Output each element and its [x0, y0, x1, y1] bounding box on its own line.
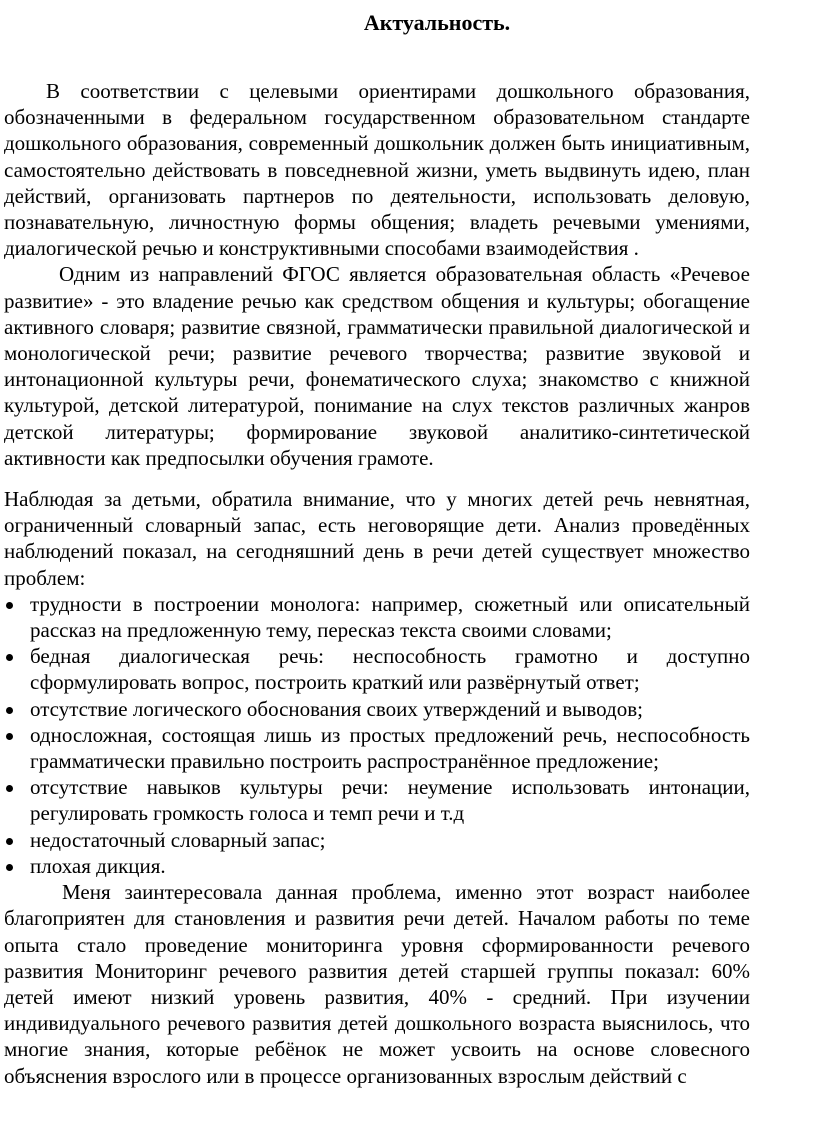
list-item: односложная, состоящая лишь из простых предложений речь, неспособность грамматически правильно построить распространённое предложение; [4, 722, 750, 774]
document-page [4, 0, 750, 1089]
bullet-icon [6, 838, 13, 845]
bullet-icon [6, 864, 13, 871]
bullet-icon [6, 785, 13, 792]
bullet-icon [6, 602, 13, 609]
list-item: отсутствие логического обоснования своих утверждений и выводов; [4, 696, 750, 722]
paragraph-3: Наблюдая за детьми, обратила внимание, что у многих детей речь невнятная, ограниченный словарный запас, есть неговорящие дети. Анализ проведённых наблюдений показал, на сегодняшний день в речи детей существует множество проблем: [4, 487, 750, 590]
bullet-icon [6, 707, 13, 714]
paragraph-2: Одним из направлений ФГОС является образовательная область «Речевое развитие» - это владение речью как средством общения и культуры; обогащение активного словаря; развитие связной, грамматически правильной диалогической и монологической речи; развитие речевого творчества; развитие звуковой и интонационной культуры речи, фонематического слуха; знакомство с книжной культурой, детской литературой, понимание на слух текстов различных жанров детской литературы; формирование звуковой аналитико-синтетической активности как предпосылки обучения грамоте. [4, 262, 750, 470]
bullet-icon [6, 733, 13, 740]
bullet-icon [6, 654, 13, 661]
document-title: Актуальность. [363, 10, 511, 35]
list-item: отсутствие навыков культуры речи: неумение использовать интонации, регулировать громкость голоса и темп речи и т.д [4, 774, 750, 826]
list-item: бедная диалогическая речь: неспособность грамотно и доступно сформулировать вопрос, построить краткий или развёрнутый ответ; [4, 643, 750, 695]
list-item: плохая дикция. [4, 853, 750, 879]
paragraph-1: В соответствии с целевыми ориентирами дошкольного образования, обозначенными в федеральном государственном образовательном стандарте дошкольного образования, современный дошкольник должен быть инициативным, самостоятельно действовать в повседневной жизни, уметь выдвинуть идею, план действий, организовать партнеров по деятельности, использовать деловую, познавательную, личностную формы общения; владеть речевыми умениями, диалогической речью и конструктивными способами взаимодействия . [4, 79, 750, 261]
list-item: недостаточный словарный запас; [4, 827, 750, 853]
problems-list [4, 591, 750, 879]
list-item: трудности в построении монолога: например, сюжетный или описательный рассказ на предложенную тему, пересказ текста своими словами; [4, 591, 750, 643]
paragraph-4: Меня заинтересовала данная проблема, именно этот возраст наиболее благоприятен для становления и развития речи детей. Началом работы по теме опыта стало проведение мониторинга уровня сформированности речевого развития Мониторинг речевого развития детей старшей группы показал: 60% детей имеют низкий уровень развития, 40% - средний. При изучении индивидуального речевого развития детей дошкольного возраста выяснилось, что многие знания, которые ребёнок не может усвоить на основе словесного объяснения взрослого или в процессе организованных взрослым действий с [4, 880, 750, 1088]
